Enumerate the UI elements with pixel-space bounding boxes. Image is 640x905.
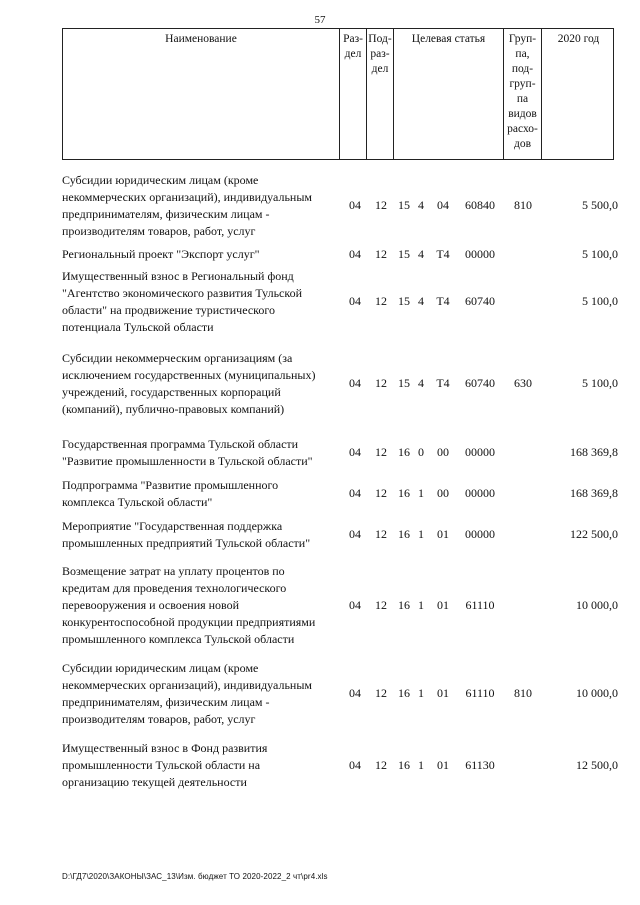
file-path-footer: D:\ГД7\2020\ЗАКОНЫ\ЗАС_13\Изм. бюджет ТО 2020-2022_2 чт\pr4.xls <box>62 872 328 881</box>
header-target: Целевая статья <box>394 29 504 159</box>
direction-code: 61110 <box>465 686 495 700</box>
header-group-line: па <box>516 93 529 105</box>
row-name-line: Субсидии юридическим лицам (кроме <box>62 173 259 187</box>
header-podrazdel-line: раз- <box>370 48 390 60</box>
main-event-code: 00 <box>437 445 449 459</box>
subprogram-code: 1 <box>418 527 424 541</box>
subprogram-code: 4 <box>418 294 424 308</box>
row-name-line: "Развитие промышленности в Тульской области" <box>62 454 313 468</box>
row-codes <box>62 757 618 774</box>
expense-group-code: 810 <box>514 686 532 700</box>
main-event-code: 00 <box>437 486 449 500</box>
row-name-line: Субсидии юридическим лицам (кроме <box>62 661 259 675</box>
direction-code: 60740 <box>465 294 495 308</box>
amount-2020: 10 000,0 <box>576 598 618 612</box>
direction-code: 00000 <box>465 445 495 459</box>
row-name-line: Субсидии некоммерческим организациям (за <box>62 351 293 365</box>
header-razdel-line: Раз- <box>343 33 363 45</box>
amount-2020: 168 369,8 <box>570 445 618 459</box>
direction-code: 00000 <box>465 247 495 261</box>
podrazdel-code: 12 <box>375 445 387 459</box>
header-group-line: па, <box>515 48 530 60</box>
row-name-line: предпринимателям, физическим лицам - <box>62 695 270 709</box>
razdel-code: 04 <box>349 445 361 459</box>
row-name-line: кредитам для проведения технологического <box>62 581 287 595</box>
row-codes <box>62 485 618 502</box>
row-name-line: производителям товаров, работ, услуг <box>62 712 256 726</box>
row-name-line: "Агентство экономического развития Тульской <box>62 286 303 300</box>
row-name-line: предпринимателям, физическим лицам - <box>62 207 270 221</box>
row-name-line: промышленности Тульской области на <box>62 758 261 772</box>
program-code: 16 <box>398 598 410 612</box>
subprogram-code: 4 <box>418 198 424 212</box>
page-number: 57 <box>314 14 326 26</box>
direction-code: 00000 <box>465 527 495 541</box>
header-razdel <box>340 29 367 159</box>
table-header <box>62 28 614 160</box>
main-event-code: T4 <box>436 376 450 390</box>
header-group <box>504 29 542 159</box>
podrazdel-code: 12 <box>375 486 387 500</box>
direction-code: 61130 <box>465 758 495 772</box>
row-codes <box>62 597 618 614</box>
row-name-line: Имущественный взнос в Региональный фонд <box>62 269 294 283</box>
razdel-code: 04 <box>349 247 361 261</box>
direction-code: 61110 <box>465 598 495 612</box>
row-name-line: производителям товаров, работ, услуг <box>62 224 256 238</box>
subprogram-code: 1 <box>418 686 424 700</box>
podrazdel-code: 12 <box>375 686 387 700</box>
main-event-code: 04 <box>437 198 449 212</box>
row-name-line: некоммерческих организаций), индивидуальным <box>62 190 312 204</box>
row-name-line: области" на продвижение туристического <box>62 303 275 317</box>
row-name-line: Мероприятие "Государственная поддержка <box>62 519 283 533</box>
podrazdel-code: 12 <box>375 527 387 541</box>
direction-code: 60840 <box>465 198 495 212</box>
razdel-code: 04 <box>349 527 361 541</box>
razdel-code: 04 <box>349 598 361 612</box>
header-podrazdel-line: Под- <box>368 33 392 45</box>
program-code: 16 <box>398 486 410 500</box>
row-codes <box>62 197 618 214</box>
subprogram-code: 1 <box>418 598 424 612</box>
program-code: 15 <box>398 294 410 308</box>
subprogram-code: 4 <box>418 376 424 390</box>
header-group-line: под- <box>511 63 534 75</box>
row-codes <box>62 375 618 392</box>
razdel-code: 04 <box>349 198 361 212</box>
header-razdel-line: дел <box>344 48 362 60</box>
expense-group-code: 630 <box>514 376 532 390</box>
expense-group-code: 810 <box>514 198 532 212</box>
row-name-line: некоммерческих организаций), индивидуальным <box>62 678 312 692</box>
subprogram-code: 1 <box>418 758 424 772</box>
program-code: 16 <box>398 686 410 700</box>
row-name-line: промышленного комплекса Тульской области <box>62 632 295 646</box>
amount-2020: 10 000,0 <box>576 686 618 700</box>
amount-2020: 122 500,0 <box>570 527 618 541</box>
podrazdel-code: 12 <box>375 198 387 212</box>
razdel-code: 04 <box>349 294 361 308</box>
row-name-line: промышленных предприятий Тульской области" <box>62 536 311 550</box>
header-podrazdel-line: дел <box>371 63 389 75</box>
row-name-line: Подпрограмма "Развитие промышленного <box>62 478 279 492</box>
row-codes <box>62 526 618 543</box>
program-code: 15 <box>398 376 410 390</box>
row-name-line: Имущественный взнос в Фонд развития <box>62 741 268 755</box>
main-event-code: T4 <box>436 247 450 261</box>
razdel-code: 04 <box>349 686 361 700</box>
subprogram-code: 1 <box>418 486 424 500</box>
row-codes <box>62 246 618 263</box>
main-event-code: 01 <box>437 758 449 772</box>
row-name-line: Региональный проект "Экспорт услуг" <box>62 247 260 261</box>
header-podrazdel <box>367 29 394 159</box>
row-name-line: учреждений, государственных корпораций <box>62 385 281 399</box>
podrazdel-code: 12 <box>375 247 387 261</box>
row-codes <box>62 293 618 310</box>
row-codes <box>62 444 618 461</box>
direction-code: 60740 <box>465 376 495 390</box>
razdel-code: 04 <box>349 758 361 772</box>
main-event-code: 01 <box>437 598 449 612</box>
main-event-code: T4 <box>436 294 450 308</box>
row-name-line: потенциала Тульской области <box>62 320 214 334</box>
podrazdel-code: 12 <box>375 376 387 390</box>
program-code: 16 <box>398 445 410 459</box>
header-group-line: дов <box>513 138 532 150</box>
header-group-line: Груп- <box>508 33 537 45</box>
amount-2020: 12 500,0 <box>576 758 618 772</box>
podrazdel-code: 12 <box>375 598 387 612</box>
header-group-line: расхо- <box>507 123 538 135</box>
direction-code: 00000 <box>465 486 495 500</box>
row-name-line: Возмещение затрат на уплату процентов по <box>62 564 285 578</box>
amount-2020: 5 100,0 <box>582 376 618 390</box>
row-name-line: исключением государственных (муниципальных) <box>62 368 316 382</box>
program-code: 15 <box>398 198 410 212</box>
row-name-line: перевооружения и освоения новой <box>62 598 240 612</box>
podrazdel-code: 12 <box>375 758 387 772</box>
subprogram-code: 0 <box>418 445 424 459</box>
main-event-code: 01 <box>437 686 449 700</box>
razdel-code: 04 <box>349 486 361 500</box>
program-code: 16 <box>398 527 410 541</box>
podrazdel-code: 12 <box>375 294 387 308</box>
row-name-line: (компаний), публично-правовых компаний) <box>62 402 285 416</box>
amount-2020: 168 369,8 <box>570 486 618 500</box>
amount-2020: 5 100,0 <box>582 247 618 261</box>
row-name-line: организацию текущей деятельности <box>62 775 247 789</box>
header-name: Наименование <box>63 29 340 159</box>
header-group-line: груп- <box>509 78 536 90</box>
main-event-code: 01 <box>437 527 449 541</box>
row-name-line: конкурентоспособной продукции предприятиями <box>62 615 316 629</box>
amount-2020: 5 100,0 <box>582 294 618 308</box>
row-codes <box>62 685 618 702</box>
header-group-line: видов <box>508 108 537 120</box>
row-name-line: комплекса Тульской области" <box>62 495 213 509</box>
header-year: 2020 год <box>557 33 600 45</box>
program-code: 16 <box>398 758 410 772</box>
razdel-code: 04 <box>349 376 361 390</box>
program-code: 15 <box>398 247 410 261</box>
row-name-line: Государственная программа Тульской области <box>62 437 299 451</box>
amount-2020: 5 500,0 <box>582 198 618 212</box>
subprogram-code: 4 <box>418 247 424 261</box>
